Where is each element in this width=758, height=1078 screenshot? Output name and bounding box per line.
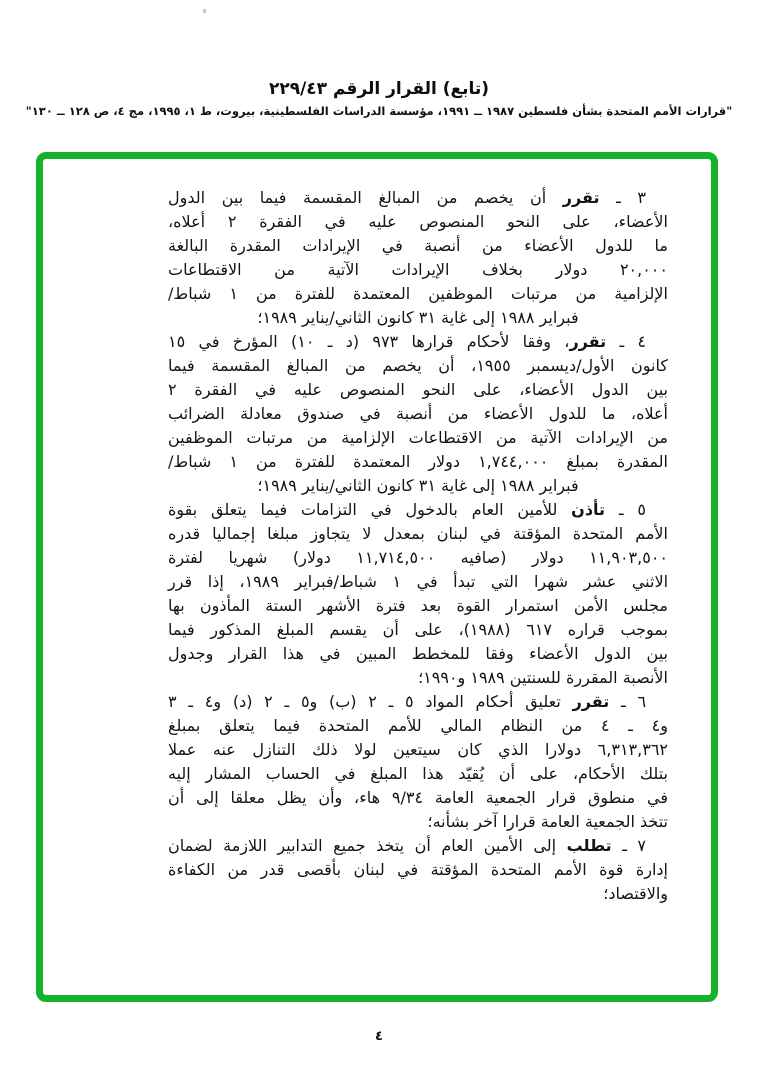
paragraph-line: ٦,٣١٣,٣٦٢ دولارا الذي كان سيتعين لولا ذلك التنازل عنه عملا [168,740,668,759]
paragraph [168,186,668,330]
paragraph-line: الأعضاء، على النحو المنصوص عليه في الفقرة ٢ أعلاه، [168,212,668,231]
paragraph-line: في منطوق قرار الجمعية العامة ٩/٣٤ هاء، وأن يظل معلقا إلى أن [168,788,668,807]
paragraph-line: بتلك الأحكام، على أن يُقيّد هذا المبلغ في الحساب المشار إليه [168,764,668,783]
paragraph-line: فبراير ١٩٨٨ إلى غاية ٣١ كانون الثاني/يناير ١٩٨٩؛ [257,308,579,327]
paragraph-line: مجلس الأمن استمرار القوة بعد فترة الأشهر الستة المأذون بها [168,596,668,615]
paragraph-line: ما للدول الأعضاء من أنصبة في الإيرادات المقدرة البالغة [168,236,668,255]
paragraph-line: أعلاه، ما للدول الأعضاء من أنصبة في صندوق معادلة الضرائب [168,404,668,423]
paragraph [168,834,668,906]
source-citation: "قرارات الأمم المتحدة بشأن فلسطين ١٩٨٧ ــ ١٩٩١، مؤسسة الدراسات الفلسطينية، بيروت، ط ١، ١٩٩٥، مج ٤، ص ١٢٨ ــ ١٣٠" [25,104,733,118]
paragraph-line: و٤ ـ ٤ من النظام المالي للأمم المتحدة فيما يتعلق بمبلغ [168,716,668,735]
paragraph-line: بين الدول الأعضاء وفقا للمخطط المبين في هذا القرار وجدول [168,644,668,663]
paragraph-line: بموجب قراره ٦١٧ (١٩٨٨)، على أن يقسم المبلغ المذكور فيما [168,620,669,639]
paragraph-line: ١١,٩٠٣,٥٠٠ دولار (صافيه ١١,٧١٤,٥٠٠ دولار) شهريا لفترة [168,548,668,567]
paragraph-line: المقدرة بمبلغ ١,٧٤٤,٠٠٠ دولار المعتمدة للفترة من ١ شباط/ [168,452,668,471]
paragraph-line: تتخذ الجمعية العامة قرارا آخر بشأنه؛ [427,812,668,831]
paragraph-line: والاقتصاد؛ [603,884,668,903]
scan-artifact-speck [203,9,206,13]
paragraph-line: إدارة قوة الأمم المتحدة المؤقتة في لبنان بأقصى قدر من الكفاءة [168,860,668,879]
paragraph [168,498,668,690]
paragraph [168,330,668,498]
paragraph-line: ٤ ـ تقرر، وفقا لأحكام قرارها ٩٧٣ (د ـ ١٠) المؤرخ في ١٥ [168,332,647,351]
paragraph-line: بين الدول الأعضاء، على النحو المنصوص عليه في الفقرة ٢ [168,380,668,399]
paragraph-line: من الإيرادات الآتية من الاقتطاعات الإلزامية من مرتبات الموظفين [168,428,668,447]
paragraph-line: الأمم المتحدة المؤقتة في لبنان بمعدل لا يتجاوز مبلغا إجماليا قدره [168,524,668,543]
paragraph-line: كانون الأول/ديسمبر ١٩٥٥، أن يخصم من المبالغ المقسمة فيما [168,356,669,375]
paragraph-line: الاثني عشر شهرا التي تبدأ في ١ شباط/فبراير ١٩٨٩، إذا قرر [168,572,669,591]
paragraph-line: الإلزامية من مرتبات الموظفين المعتمدة للفترة من ١ شباط/ [168,284,668,303]
paragraph-line: ٣ ـ تقرر أن يخصم من المبالغ المقسمة فيما بين الدول [168,188,647,207]
paragraph-line: ٥ ـ تأذن للأمين العام بالدخول في التزامات فيما يتعلق بقوة [168,500,646,519]
paragraph-line: ٦ ـ تقرر تعليق أحكام المواد ٥ ـ ٢ (ب) و٥ ـ ٢ (د) و٤ ـ ٣ [168,692,647,711]
resolution-title: (تابع) القرار الرقم ٢٢٩/٤٣ [268,79,490,99]
paragraph [168,690,668,834]
paragraph-line: فبراير ١٩٨٨ إلى غاية ٣١ كانون الثاني/يناير ١٩٨٩؛ [257,476,579,495]
document-paragraphs [168,186,668,906]
page-number: ٤ [375,1029,383,1044]
paragraph-line: ٧ ـ تطلب إلى الأمين العام أن يتخذ جميع التدابير اللازمة لضمان [168,836,647,855]
paragraph-line: ٢٠,٠٠٠ دولار بخلاف الإيرادات الآتية من الاقتطاعات [168,260,668,279]
paragraph-line: الأنصبة المقررة للسنتين ١٩٨٩ و١٩٩٠؛ [418,668,668,687]
